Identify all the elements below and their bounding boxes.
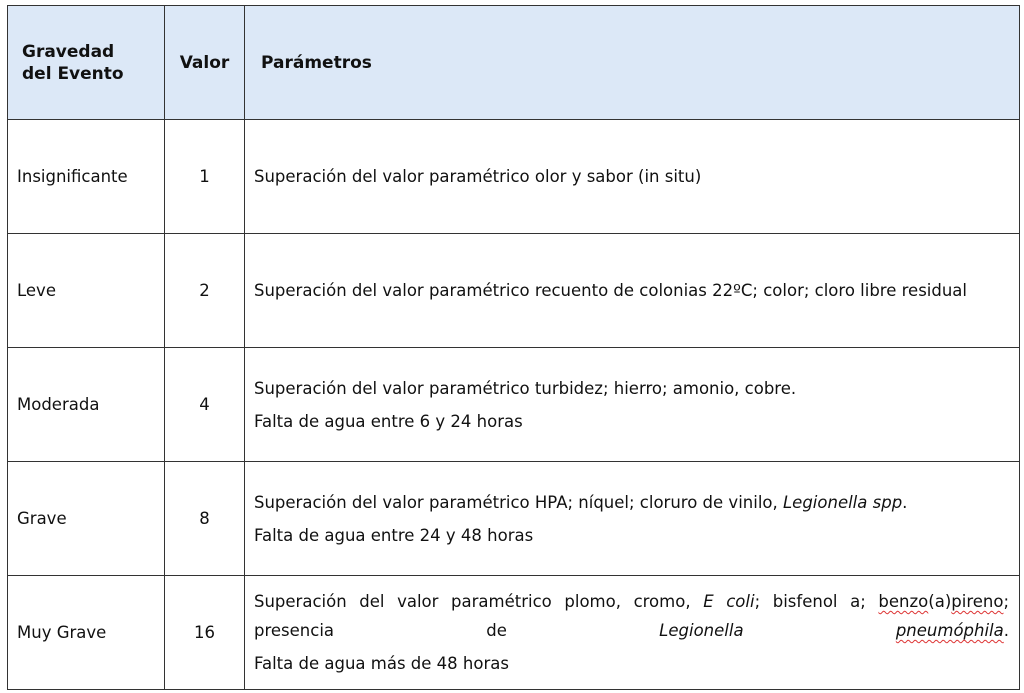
parameters-cell [245, 462, 1020, 576]
text-segment: Superación del valor paramétrico plomo, cromo, [254, 592, 704, 611]
severity-cell: Muy Grave [8, 576, 165, 690]
text-segment: Superación del valor paramétrico turbidez; hierro; amonio, cobre. [254, 378, 797, 398]
table-header-row [8, 6, 1020, 120]
italic-term: spp [872, 492, 903, 512]
table-row [8, 462, 1020, 576]
text-segment: pireno [951, 592, 1004, 611]
header-severity: Gravedad del Evento [8, 6, 165, 120]
parameters-cell [245, 234, 1020, 348]
value-cell: 2 [165, 234, 245, 348]
text-segment: (a) [928, 592, 952, 611]
parameters-cell [245, 120, 1020, 234]
text-segment: ; presencia de [254, 592, 1010, 640]
text-segment: Superación del valor paramétrico recuento de colonias 22ºC; color; cloro libre residual [254, 281, 968, 300]
header-params: Parámetros [245, 6, 1020, 120]
italic-term: pneumóphila [895, 621, 1004, 640]
table-row [8, 234, 1020, 348]
italic-term: Legionella [782, 492, 868, 512]
parameter-line [254, 649, 1009, 678]
severity-cell: Moderada [8, 348, 165, 462]
value-cell: 16 [165, 576, 245, 690]
italic-term: E coli [703, 592, 755, 611]
text-segment: Superación del valor paramétrico olor y sabor (in situ) [254, 167, 702, 186]
severity-table [7, 5, 1020, 690]
severity-cell: Leve [8, 234, 165, 348]
parameter-line [254, 374, 1009, 403]
text-segment: . [902, 492, 908, 512]
value-cell: 1 [165, 120, 245, 234]
text-segment: Superación del valor paramétrico HPA; níquel; cloruro de vinilo, [254, 492, 783, 512]
parameter-line [254, 276, 1009, 305]
parameter-line [254, 407, 1009, 436]
parameter-line [254, 587, 1009, 645]
table-row [8, 576, 1020, 690]
value-cell: 4 [165, 348, 245, 462]
table-row [8, 120, 1020, 234]
text-segment: Falta de agua entre 24 y 48 horas [254, 525, 534, 545]
text-segment: ; bisfenol a; [754, 592, 879, 611]
parameter-line [254, 488, 1009, 517]
header-value: Valor [165, 6, 245, 120]
parameter-line [254, 162, 1009, 191]
text-segment: . [1003, 621, 1009, 640]
parameters-cell [245, 576, 1020, 690]
text-segment: Falta de agua más de 48 horas [254, 654, 509, 673]
value-cell: 8 [165, 462, 245, 576]
text-segment: Falta de agua entre 6 y 24 horas [254, 411, 523, 431]
italic-term: Legionella [659, 621, 896, 640]
parameter-line [254, 521, 1009, 550]
parameters-cell [245, 348, 1020, 462]
severity-cell: Insignificante [8, 120, 165, 234]
text-segment: benzo [878, 592, 929, 611]
severity-cell: Grave [8, 462, 165, 576]
table-row [8, 348, 1020, 462]
